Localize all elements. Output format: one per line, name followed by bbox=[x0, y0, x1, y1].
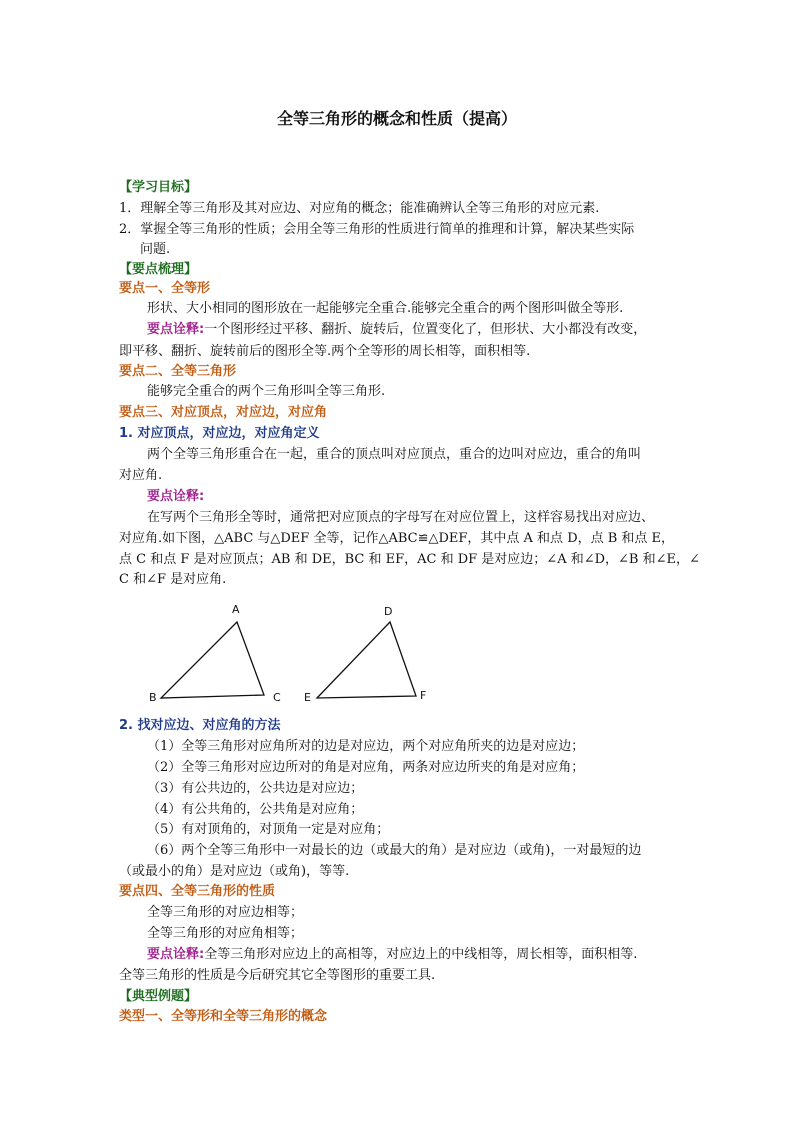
note-text: 一个图形经过平移、翻折、旋转后，位置变化了，但形状、大小都没有改变， bbox=[204, 322, 647, 337]
vertex-label-f: F bbox=[420, 689, 427, 702]
point-3-note-label: 要点诠释: bbox=[147, 489, 205, 504]
goal-item-2: 2．掌握全等三角形的性质；会用全等三角形的性质进行简单的推理和计算，解决某些实际 bbox=[119, 222, 635, 237]
point-3-note-4: C 和∠F 是对应角. bbox=[119, 572, 227, 587]
method-item-6: （6）两个全等三角形中一对最长的边（或最大的角）是对应边（或角)，一对最短的边 bbox=[147, 843, 642, 858]
point-3-heading: 要点三、对应顶点，对应边，对应角 bbox=[119, 405, 328, 420]
point-4-note-cont: 全等三角形的性质是今后研究其它全等图形的重要工具. bbox=[119, 968, 436, 983]
point-1-note bbox=[147, 320, 646, 340]
point-4-text-1: 全等三角形的对应边相等； bbox=[147, 905, 304, 920]
point-2-heading: 要点二、全等三角形 bbox=[119, 364, 237, 379]
vertex-label-a: A bbox=[232, 603, 240, 616]
section-learning-goals: 【学习目标】 bbox=[119, 180, 198, 195]
point-2-text: 能够完全重合的两个三角形叫全等三角形. bbox=[147, 384, 386, 399]
method-item-4: （4）有公共角的，公共角是对应角； bbox=[147, 802, 364, 817]
point-3-note-1: 在写两个三角形全等时，通常把对应顶点的字母写在对应位置上，这样容易找出对应边、 bbox=[147, 510, 655, 525]
vertex-label-d: D bbox=[384, 605, 393, 618]
page-title: 全等三角形的概念和性质（提高） bbox=[276, 109, 517, 128]
point-3-text-2: 对应角. bbox=[119, 468, 163, 483]
method-item-1: （1）全等三角形对应角所对的边是对应边，两个对应角所夹的边是对应边； bbox=[147, 739, 585, 754]
vertex-label-b: B bbox=[149, 691, 157, 704]
vertex-label-e: E bbox=[304, 691, 311, 704]
section-typical-examples: 【典型例题】 bbox=[119, 989, 198, 1004]
goal-item-1: 1．理解全等三角形及其对应边、对应角的概念；能准确辨认全等三角形的对应元素. bbox=[119, 201, 600, 216]
method-item-6-cont: （或最小的角）是对应边（或角)，等等. bbox=[119, 864, 350, 879]
point-1-note-cont: 即平移、翻折、旋转前后的图形全等.两个全等形的周长相等，面积相等. bbox=[119, 344, 531, 359]
point-1-text: 形状、大小相同的图形放在一起能够完全重合.能够完全重合的两个图形叫做全等形. bbox=[147, 301, 624, 316]
method-item-5: （5）有对顶角的，对顶角一定是对应角； bbox=[147, 822, 390, 837]
congruent-triangles-figure bbox=[140, 598, 440, 708]
triangle-abc bbox=[161, 622, 264, 698]
vertex-label-c: C bbox=[273, 691, 281, 704]
point-3-subheading-1: 1. 对应顶点，对应边，对应角定义 bbox=[119, 426, 320, 441]
section-key-points: 【要点梳理】 bbox=[119, 262, 198, 277]
triangle-def bbox=[317, 622, 416, 698]
point-3-subheading-2: 2. 找对应边、对应角的方法 bbox=[119, 718, 281, 733]
method-item-3: （3）有公共边的，公共边是对应边； bbox=[147, 781, 364, 796]
goal-item-2-cont: 问题. bbox=[140, 242, 171, 257]
point-4-text-2: 全等三角形的对应角相等； bbox=[147, 926, 304, 941]
point-4-heading: 要点四、全等三角形的性质 bbox=[119, 884, 276, 899]
type-1-heading: 类型一、全等形和全等三角形的概念 bbox=[119, 1009, 328, 1024]
point-4-note bbox=[147, 945, 637, 965]
method-item-2: （2）全等三角形对应边所对的角是对应角，两条对应边所夹的角是对应角； bbox=[147, 760, 585, 775]
note-label: 要点诠释: bbox=[147, 322, 205, 337]
point-3-note-3: 点 C 和点 F 是对应顶点；AB 和 DE，BC 和 EF，AC 和 DF 是对应边；∠A 和∠D，∠B 和∠E，∠ bbox=[119, 552, 700, 567]
note-text: 全等三角形对应边上的高相等，对应边上的中线相等，周长相等，面积相等. bbox=[204, 947, 638, 962]
point-3-text-1: 两个全等三角形重合在一起，重合的顶点叫对应顶点，重合的边叫对应边，重合的角叫 bbox=[147, 447, 642, 462]
point-3-note-2: 对应角.如下图，△ABC 与△DEF 全等，记作△ABC≌△DEF，其中点 A 和点 D，点 B 和点 E， bbox=[119, 531, 675, 546]
note-label: 要点诠释: bbox=[147, 947, 205, 962]
point-1-heading: 要点一、全等形 bbox=[119, 281, 211, 296]
